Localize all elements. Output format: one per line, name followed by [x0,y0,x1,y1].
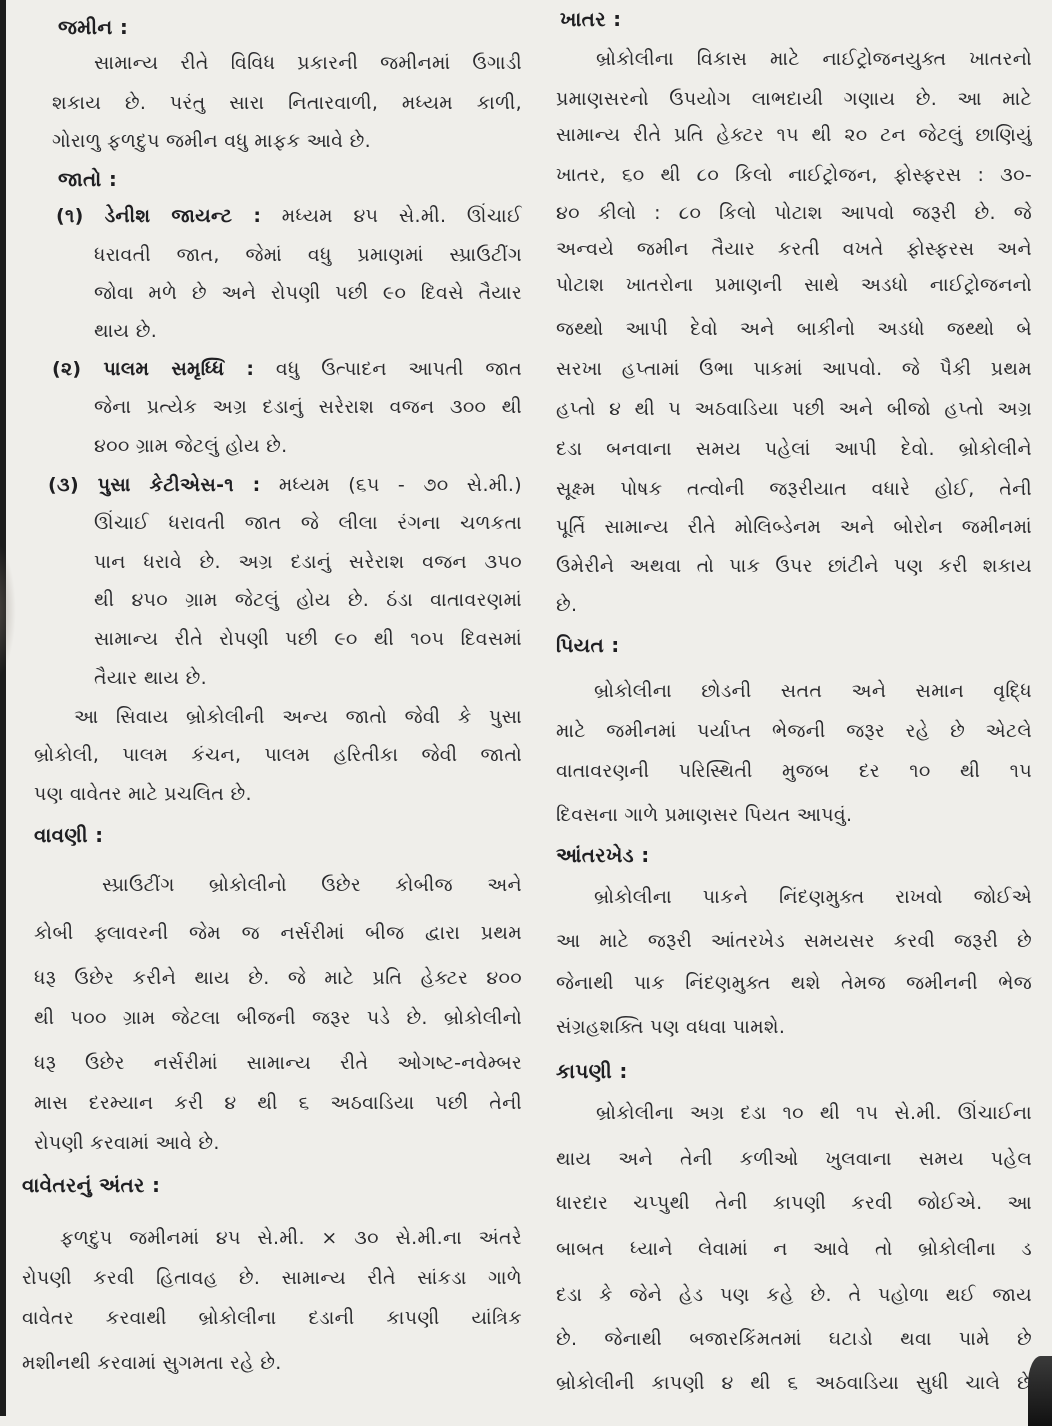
text-line: માસ દરમ્યાન કરી ૪ થી ૬ અઠવાડિયા પછી તેની [34,1092,522,1114]
variety-desc: મધ્યમ ૪૫ સે.મી. ઊંચાઈ [261,205,522,227]
text-line: જેનાથી પાક નિંદણમુક્ત થશે તેમજ જમીનની ભેજ [556,972,1032,994]
text-line: બ્રોકોલીના અગ્ર દડા ૧૦ થી ૧૫ સે.મી. ઊંચાઈના [596,1102,1032,1124]
text-line: કોબી ફ્લાવરની જેમ જ નર્સરીમાં બીજ દ્વારા પ્રથમ [34,922,522,944]
text-line: બ્રોકોલીની કાપણી ૪ થી ૬ અઠવાડિયા સુધી ચાલે છે [556,1372,1032,1394]
text-line: સ્પ્રાઉટીંગ બ્રોકોલીનો ઉછેર કોબીજ અને [102,874,522,896]
text-line: આ સિવાય બ્રોકોલીની અન્ય જાતો જેવી કે પુસા [74,706,522,728]
text-line: ૪૦૦ ગ્રામ જેટલું હોય છે. [94,435,288,457]
text-line: મશીનથી કરવામાં સુગમતા રહે છે. [22,1352,282,1374]
variety-name: (૧) ડેનીશ જાયન્ટ : [56,205,262,227]
text-line: હપ્તો ૪ થી ૫ અઠવાડિયા પછી અને બીજો હપ્તો અગ્ર [556,398,1032,420]
variety-desc: મધ્યમ (૬૫ - ૭૦ સે.મી.) [260,474,522,496]
text-line: પૂર્તિ સામાન્ય રીતે મોલિબ્ડેનમ અને બોરોન જમીનમાં [556,516,1032,538]
text-line: સામાન્ય રીતે વિવિધ પ્રકારની જમીનમાં ઉગાડી [94,52,522,74]
text-line: થાય અને તેની કળીઓ ખુલવાના સમય પહેલ [556,1148,1032,1170]
text-line: પાન ધરાવે છે. અગ્ર દડાનું સરેરાશ વજન ૩૫૦ [94,551,522,573]
text-line: ધરૂ ઉછેર નર્સરીમાં સામાન્ય રીતે ઓગષ્ટ-નવેમ્બર [34,1052,522,1074]
variety-line [48,472,522,498]
text-line: દિવસના ગાળે પ્રમાણસર પિયત આપવું. [556,804,853,826]
text-line: ઊંચાઈ ધરાવતી જાત જે લીલા રંગના ચળકતા [94,512,522,534]
text-line: ઉમેરીને અથવા તો પાક ઉપર છાંટીને પણ કરી શકાય [556,555,1032,577]
text-line: સરખા હપ્તામાં ઉભા પાકમાં આપવો. જે પૈકી પ્રથમ [556,358,1032,380]
text-line: બ્રોકોલીના છોડની સતત અને સમાન વૃદ્ધિ [594,680,1032,702]
thumb-shadow [0,540,16,680]
section-heading: વાવેતરનું અંતર : [22,1173,161,1197]
text-line: ધારદાર ચપ્પુથી તેની કાપણી કરવી જોઈએ. આ [556,1192,1032,1214]
variety-desc: વધુ ઉત્પાદન આપતી જાત [254,358,522,380]
text-line: દડા કે જેને હેડ પણ કહે છે. તે પહોળા થઈ જાય [556,1284,1032,1306]
text-line: ધરૂ ઉછેર કરીને થાય છે. જે માટે પ્રતિ હેક્ટર ૪૦૦ [34,967,522,989]
section-heading: વાવણી : [34,823,104,847]
text-line: ધરાવતી જાત, જેમાં વધુ પ્રમાણમાં સ્પ્રાઉટીંગ [94,244,522,266]
text-line: પોટાશ ખાતરોના પ્રમાણની સાથે અડધો નાઈટ્રોજનનો [556,274,1032,296]
text-line: થી ૪૫૦ ગ્રામ જેટલું હોય છે. ઠંડા વાતાવરણમાં [94,589,522,611]
text-line: શકાય છે. પરંતુ સારા નિતારવાળી, મધ્યમ કાળી, [52,92,522,114]
text-line: છે. જેનાથી બજારકિંમતમાં ઘટાડો થવા પામે છે [556,1328,1032,1350]
page-edge [0,0,6,1416]
section-heading: જાતો : [58,167,118,191]
text-line: રોપણી કરવી હિતાવહ છે. સામાન્ય રીતે સાંકડા ગાળે [22,1267,522,1289]
text-line: થાય છે. [94,320,158,342]
text-line: જથ્થો આપી દેવો અને બાકીનો અડધો જથ્થો બે [556,318,1032,340]
text-line: જેના પ્રત્યેક અગ્ર દડાનું સરેરાશ વજન ૩૦૦ થી [94,396,522,418]
text-line: વાવેતર કરવાથી બ્રોકોલીના દડાની કાપણી યાંત્રિક [22,1307,522,1329]
text-line: સામાન્ય રીતે રોપણી પછી ૯૦ થી ૧૦૫ દિવસમાં [94,628,522,650]
text-line: બ્રોકોલીના પાકને નિંદણમુક્ત રાખવો જોઈએ [594,886,1032,908]
section-heading: આંતરખેડ : [556,843,650,867]
text-line: અન્વયે જમીન તૈયાર કરતી વખતે ફોસ્ફરસ અને [556,238,1032,260]
text-line: સંગ્રહશક્તિ પણ વધવા પામશે. [556,1016,786,1038]
variety-name: (૩) પુસા કેટીએસ-૧ : [48,474,261,496]
text-line: સામાન્ય રીતે પ્રતિ હેક્ટર ૧૫ થી ૨૦ ટન જેટલું છાણિયું [556,124,1032,146]
text-line: આ માટે જરૂરી આંતરખેડ સમયસર કરવી જરૂરી છે [556,930,1032,952]
text-line: જોવા મળે છે અને રોપણી પછી ૯૦ દિવસે તૈયાર [94,282,522,304]
variety-line [52,356,522,382]
text-line: પણ વાવેતર માટે પ્રચલિત છે. [34,783,252,805]
text-line: બ્રોકોલીના વિકાસ માટે નાઈટ્રોજનયુક્ત ખાતરનો [596,48,1032,70]
text-line: તૈયાર થાય છે. [94,667,207,689]
text-line: બાબત ધ્યાને લેવામાં ન આવે તો બ્રોકોલીના ડ [556,1238,1032,1260]
text-line: છે. [556,594,578,616]
text-line: રોપણી કરવામાં આવે છે. [34,1132,220,1154]
text-line: બ્રોકોલી, પાલમ કંચન, પાલમ હરિતીકા જેવી જાતો [34,744,522,766]
section-heading: કાપણી : [556,1059,628,1083]
text-line: દડા બનવાના સમય પહેલાં આપી દેવો. બ્રોકોલીને [556,438,1032,460]
text-line: વાતાવરણની પરિસ્થિતી મુજબ દર ૧૦ થી ૧૫ [556,760,1032,782]
section-heading: ખાતર : [560,7,622,31]
text-line: સૂક્ષ્મ પોષક તત્વોની જરૂરીયાત વધારે હોઈ, તેની [556,478,1032,500]
section-heading: પિયત : [556,633,620,657]
variety-line [56,203,522,229]
text-line: થી ૫૦૦ ગ્રામ જેટલા બીજની જરૂર પડે છે. બ્રોકોલીનો [34,1007,522,1029]
text-line: ખાતર, ૬૦ થી ૮૦ કિલો નાઈટ્રોજન, ફોસ્ફરસ : ૩૦- [556,164,1032,186]
text-line: ૪૦ કીલો : ૮૦ કિલો પોટાશ આપવો જરૂરી છે. જે [556,202,1032,224]
section-heading: જમીન : [58,15,129,39]
text-line: ગોરાળુ ફળદુપ જમીન વધુ માફક આવે છે. [52,130,371,152]
text-line: માટે જમીનમાં પર્યાપ્ત ભેજની જરૂર રહે છે એટલે [556,720,1032,742]
text-line: ફળદુપ જમીનમાં ૪૫ સે.મી. × ૩૦ સે.મી.ના અંતરે [60,1227,522,1249]
variety-name: (૨) પાલમ સમૃધ્ધિ : [52,358,255,380]
text-line: પ્રમાણસરનો ઉપયોગ લાભદાયી ગણાય છે. આ માટે [556,88,1032,110]
